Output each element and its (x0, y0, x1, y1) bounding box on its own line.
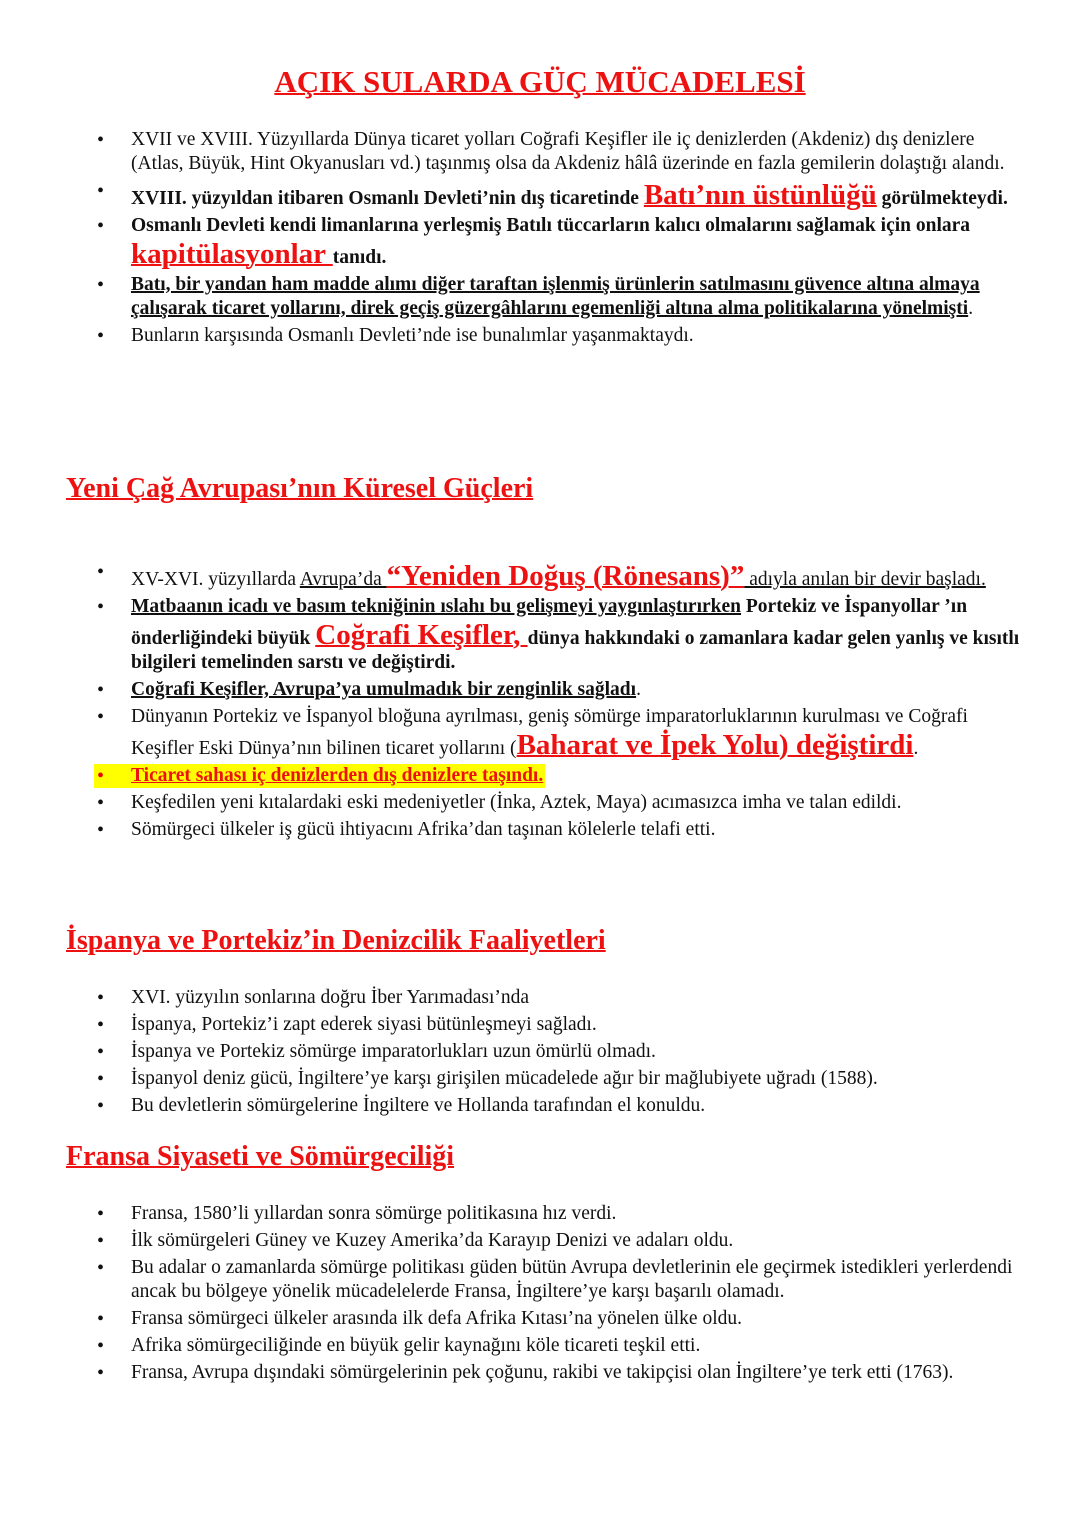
text-segment: Bunların karşısında Osmanlı Devleti’nde ise bunalımlar yaşanmaktaydı. (131, 325, 694, 346)
bullet-item (100, 986, 1020, 1010)
bullet-item (100, 1229, 1020, 1253)
bullet-item (100, 818, 1020, 842)
section-heading-ispanya-portekiz: İspanya ve Portekiz’in Denizcilik Faaliyetleri (66, 925, 606, 956)
bullet-item (100, 273, 1020, 321)
section-list (100, 128, 1020, 351)
text-segment: görülmekteydi. (876, 188, 1008, 209)
text-segment: Keşfedilen yeni kıtalardaki eski medeniyetler (İnka, Aztek, Maya) acımasızca imha ve talan edildi. (131, 792, 902, 813)
text-segment: XVI. yüzyılın sonlarına doğru İber Yarımadası’nda (131, 987, 530, 1008)
emphasized-text: “Yeniden Doğuş (Rönesans)” (386, 560, 745, 592)
text-segment: Sömürgeci ülkeler iş gücü ihtiyacını Afrika’dan taşınan kölelerle telafi etti. (131, 819, 716, 840)
section-heading-fransa: Fransa Siyaseti ve Sömürgeciliği (66, 1141, 455, 1172)
text-segment: Afrika sömürgeciliğinde en büyük gelir kaynağını köle ticareti teşkil etti. (131, 1335, 701, 1356)
section-list (100, 560, 1020, 845)
text-segment: Fransa, Avrupa dışındaki sömürgelerinin pek çoğunu, rakibi ve takipçisi olan İngiltere’ye terk etti (1763). (131, 1362, 954, 1383)
bullet-item (100, 678, 1020, 702)
page-title: AÇIK SULARDA GÜÇ MÜCADELESİ (274, 64, 806, 99)
emphasized-text: Ticaret sahası iç denizlerden dış denizlere taşındı. (131, 765, 544, 786)
text-segment: Matbaanın icadı ve basım tekniğinin ıslahı bu gelişmeyi yaygınlaştırırken (131, 596, 741, 617)
section-list (100, 1202, 1020, 1388)
bullet-item (100, 560, 1020, 592)
text-segment: Batı, bir yandan ham madde alımı diğer taraftan işlenmiş ürünlerin satılmasını güvence altına almaya çalışarak ticaret yollarını, direk geçiş güzergâhlarını egemenliği altına alma politikalarına yönelmişti (131, 274, 980, 319)
text-segment: İspanya ve Portekiz sömürge imparatorlukları uzun ömürlü olmadı. (131, 1041, 656, 1062)
bullet-item (100, 1334, 1020, 1358)
bullet-item (100, 1202, 1020, 1226)
emphasized-text: Batı’nın üstünlüğü (643, 179, 877, 211)
bullet-item (100, 324, 1020, 348)
bullet-item (100, 1094, 1020, 1118)
emphasized-text: kapitülasyonlar (131, 238, 333, 270)
bullet-item (100, 791, 1020, 815)
bullet-item (100, 595, 1020, 675)
text-segment: dünya hakkındaki o zamanlara kadar gelen yanlış ve kısıtlı bilgileri temelinden sarstı ve değiştirdi. (131, 628, 1020, 673)
text-segment: Avrupa’da (299, 569, 387, 590)
text-segment: İlk sömürgeleri Güney ve Kuzey Amerika’da Karayıp Denizi ve adaları oldu. (131, 1230, 734, 1251)
text-segment: İspanya, Portekiz’i zapt ederek siyasi bütünleşmeyi sağladı. (131, 1014, 597, 1035)
text-segment: XV-XVI. yüzyıllarda (131, 569, 300, 590)
bullet-item (100, 1067, 1020, 1091)
text-segment: XVIII. yüzyıldan itibaren Osmanlı Devleti’nin dış ticaretinde (131, 188, 644, 209)
text-segment: XVII ve XVIII. Yüzyıllarda Dünya ticaret yolları Coğrafi Keşifler ile iç denizlerden (Akdeniz) dış denizlere (Atlas, Büyük, Hint Okyanusları vd.) taşınmış olsa da Akdeniz hâlâ üzerinde en fazla gemilerin dolaştığı alandı. (131, 129, 1005, 174)
text-segment: Fransa sömürgeci ülkeler arasında ilk defa Afrika Kıtası’na yönelen ülke oldu. (131, 1308, 742, 1329)
text-segment: adıyla anılan bir devir başladı. (744, 569, 986, 590)
text-segment: İspanyol deniz gücü, İngiltere’ye karşı girişilen mücadelede ağır bir mağlubiyete uğradı (1588). (131, 1068, 878, 1089)
bullet-item (94, 764, 545, 788)
text-segment: Dünyanın Portekiz ve İspanyol bloğuna ayrılması, geniş sömürge imparatorluklarının kurulması ve Coğrafi Keşifler Eski Dünya’nın bilinen ticaret yollarını ( (131, 706, 968, 759)
bullet-item (100, 1307, 1020, 1331)
bullet-item (100, 179, 1020, 211)
bullet-item (100, 1256, 1020, 1304)
text-segment: tanıdı. (332, 247, 387, 268)
bullet-item (100, 128, 1020, 176)
emphasized-text: Baharat ve İpek Yolu) değiştirdi (516, 729, 914, 761)
text-segment: Bu adalar o zamanlarda sömürge politikası güden bütün Avrupa devletlerinin ele geçirmek istedikleri yerlerdendi ancak bu bölgeye yönelik mücadelelerde Fransa, İngiltere’ye karşı başarılı olamadı. (131, 1257, 1013, 1302)
section-heading-yeni-cag: Yeni Çağ Avrupası’nın Küresel Güçleri (66, 473, 534, 504)
text-segment: . (968, 298, 974, 319)
text-segment: . (636, 679, 641, 700)
bullet-item (100, 705, 1020, 761)
text-segment: Portekiz ve İspanyollar ’ın önderliğindeki büyük (131, 596, 968, 649)
text-segment: Osmanlı Devleti kendi limanlarına yerleşmiş Batılı tüccarların kalıcı olmalarını sağlamak için onlara (131, 215, 971, 236)
section-list (100, 986, 1020, 1121)
bullet-item (100, 214, 1020, 270)
emphasized-text: Coğrafi Keşifler, (315, 619, 528, 651)
text-segment: Fransa, 1580’li yıllardan sonra sömürge politikasına hız verdi. (131, 1203, 617, 1224)
text-segment: Coğrafi Keşifler, Avrupa’ya umulmadık bir zenginlik sağladı (131, 679, 637, 700)
text-segment: . (913, 738, 919, 759)
text-segment: Bu devletlerin sömürgelerine İngiltere ve Hollanda tarafından el konuldu. (131, 1095, 706, 1116)
bullet-item (100, 1361, 1020, 1385)
bullet-item (100, 1040, 1020, 1064)
bullet-item (100, 1013, 1020, 1037)
